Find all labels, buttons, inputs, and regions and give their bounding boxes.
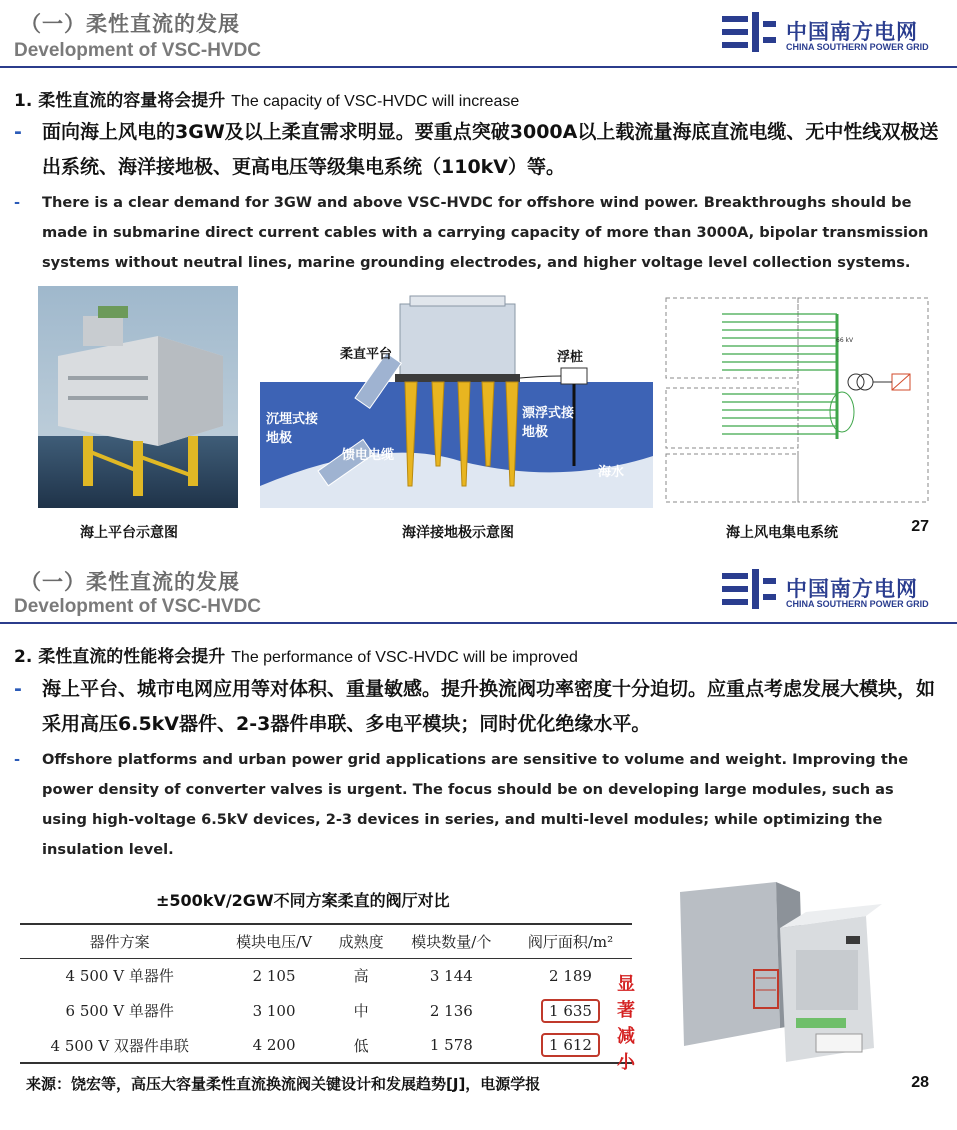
highlighted-area: 1 635 <box>541 999 600 1023</box>
table-row: 4 500 V 双器件串联 4 200 低 1 578 1 612 <box>20 1028 632 1063</box>
csg-logo <box>722 12 947 60</box>
reduction-note: 显著减小 <box>617 974 635 1073</box>
label-buoy: 浮桩 <box>557 350 584 365</box>
bullet-cn: - 海上平台、城市电网应用等对体积、重量敏感。提升换流阀功率密度十分迫切。应重点考虑发展大模块，如采用高压6.5kV器件、2-3器件串联、多电平模块；同时优化绝缘水平。 <box>14 678 936 735</box>
bullet-en: - Offshore platforms and urban power grid applications are sensitive to volume and weight. Improving the power density of converter valves is urgent. The focus should be on developing large modules, such as using high-voltage 6.5kV devices, 2-3 devices in series, and multi-level modules; while optimizing the insulation level. <box>14 751 909 858</box>
label-floating-electrode: 漂浮式接地极 <box>522 406 575 440</box>
col-header: 器件方案 <box>20 924 219 958</box>
highlighted-area: 1 612 <box>541 1033 600 1057</box>
offshore-platform-image <box>38 286 238 508</box>
label-seawater: 海水 <box>598 465 625 480</box>
page-number: 28 <box>911 1074 929 1091</box>
section-heading-en: The capacity of VSC-HVDC will increase <box>231 93 520 110</box>
label-feeder-cable: 馈电电缆 <box>342 448 395 463</box>
caption-platform: 海上平台示意图 <box>80 525 178 541</box>
bullet-en: - There is a clear demand for 3GW and above VSC-HVDC for offshore wind power. Breakthroughs should be made in submarine direct current cables with a carrying capacity of more than 3000A, bipolar transmission systems without neutral lines, marine grounding electrodes, and higher voltage level collection systems. <box>14 194 929 271</box>
label-buried-electrode: 沉埋式接地极 <box>266 412 319 446</box>
slide-28 <box>0 558 957 1130</box>
caption-grounding: 海洋接地极示意图 <box>402 525 514 541</box>
slide-title-cn: （一）柔性直流的发展 <box>20 570 240 594</box>
table-header-row <box>20 924 632 958</box>
col-header: 阀厅面积/m² <box>509 924 632 958</box>
col-header: 成熟度 <box>329 924 394 958</box>
slide-title-en: Development of VSC-HVDC <box>14 40 262 61</box>
slide-27 <box>0 0 957 552</box>
voltage-label: 66 kV <box>836 337 854 344</box>
col-header: 模块电压/V <box>219 924 328 958</box>
collection-system-diagram <box>662 294 934 508</box>
section-heading-cn: 1. 柔性直流的容量将会提升 <box>14 91 226 111</box>
csg-logo-icon <box>722 569 778 609</box>
logo-text-cn: 中国南方电网 <box>786 577 918 601</box>
slide-title-cn: （一）柔性直流的发展 <box>20 12 240 36</box>
header-divider <box>0 622 957 624</box>
logo-text-en: CHINA SOUTHERN POWER GRID <box>786 599 929 609</box>
table-row: 6 500 V 单器件 3 100 中 2 136 1 635 <box>20 993 632 1028</box>
converter-valve-module-image <box>676 878 886 1066</box>
section-heading-en: The performance of VSC-HVDC will be improved <box>231 649 578 666</box>
valve-hall-comparison-table <box>20 923 632 1064</box>
section-heading <box>14 86 519 111</box>
csg-logo <box>722 569 947 617</box>
caption-collection: 海上风电集电系统 <box>726 525 838 541</box>
bullet-cn: - 面向海上风电的3GW及以上柔直需求明显。要重点突破3000A以上载流量海底直流电缆、无中性线双极送出系统、海洋接地极、更高电压等级集电系统（110kV）等。 <box>14 121 939 178</box>
logo-text-cn: 中国南方电网 <box>786 20 918 44</box>
page-number: 27 <box>911 518 929 535</box>
source-citation: 来源：饶宏等，高压大容量柔性直流换流阀关键设计和发展趋势[J]，电源学报 <box>26 1075 541 1093</box>
label-platform: 柔直平台 <box>340 347 393 362</box>
col-header: 模块数量/个 <box>394 924 509 958</box>
logo-text-en: CHINA SOUTHERN POWER GRID <box>786 42 929 52</box>
slide-title-en: Development of VSC-HVDC <box>14 596 262 617</box>
section-heading-cn: 2. 柔性直流的性能将会提升 <box>14 647 226 667</box>
table-title: ±500kV/2GW不同方案柔直的阀厅对比 <box>156 891 450 910</box>
csg-logo-icon <box>722 12 778 52</box>
section-heading <box>14 642 578 667</box>
header-divider <box>0 66 957 68</box>
grounding-electrode-diagram <box>260 286 653 508</box>
table-row: 4 500 V 单器件 2 105 高 3 144 2 189 <box>65 966 592 986</box>
